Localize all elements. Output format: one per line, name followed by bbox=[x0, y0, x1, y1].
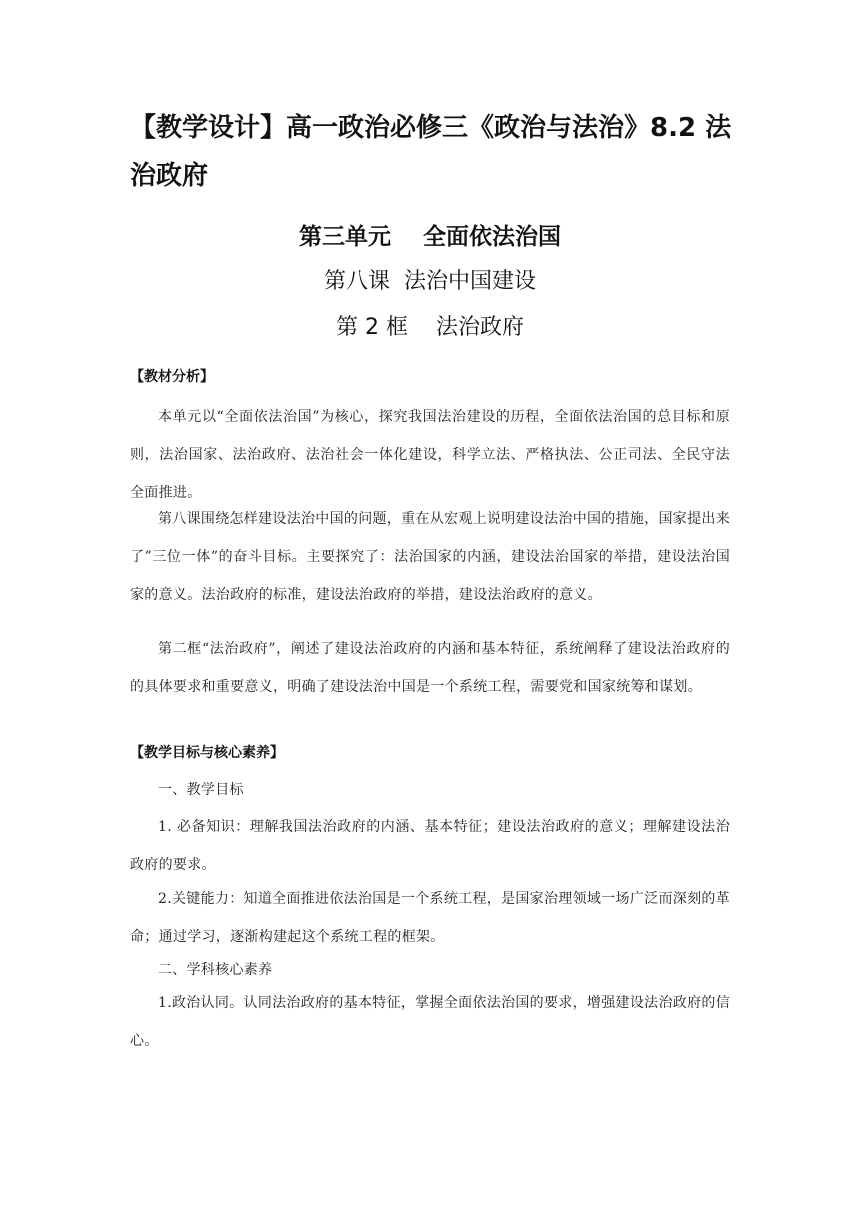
goal-subheading-1: 一、教学目标 bbox=[158, 782, 244, 798]
frame-heading: 第 2 框 法治政府 bbox=[336, 315, 524, 340]
unit-heading: 第三单元 全面依法治国 bbox=[298, 224, 562, 250]
goal-subheading-2: 二、学科核心素养 bbox=[158, 962, 273, 978]
material-paragraph-3: 第二框“法治政府”，阐述了建设法治政府的内涵和基本特征，系统阐释了建设法治政府的的具体要求和重要意义，明确了建设法治中国是一个系统工程，需要党和国家统筹和谋划。 bbox=[130, 641, 730, 695]
goal-paragraph-2: 2.关键能力：知道全面推进依法治国是一个系统工程，是国家治理领域一场广泛而深刻的革命；通过学习，逐渐构建起这个系统工程的框架。 bbox=[130, 891, 730, 945]
goal-paragraph-1: 1. 必备知识：理解我国法治政府的内涵、基本特征；建设法治政府的意义；理解建设法治政府的要求。 bbox=[130, 819, 730, 873]
section-heading-goals: 【教学目标与核心素养】 bbox=[130, 745, 284, 761]
material-paragraph-2: 第八课围绕怎样建设法治中国的问题，重在从宏观上说明建设法治中国的措施，国家提出来了”三位一体”的奋斗目标。主要探究了：法治国家的内涵，建设法治国家的举措，建设法治国家的意义。法治政府的标准，建设法治政府的举措，建设法治政府的意义。 bbox=[130, 511, 730, 603]
page-title: 【教学设计】高一政治必修三《政治与法治》8.2 法治政府 bbox=[130, 113, 732, 191]
lesson-heading: 第八课 法治中国建设 bbox=[324, 269, 536, 294]
material-paragraph-1: 本单元以“全面依法治国”为核心，探究我国法治建设的历程，全面依法治国的总目标和原则，法治国家、法治政府、法治社会一体化建设，科学立法、严格执法、公正司法、全民守法全面推进。 bbox=[130, 409, 730, 501]
goal-paragraph-3: 1.政治认同。认同法治政府的基本特征，掌握全面依法治国的要求，增强建设法治政府的信心。 bbox=[130, 995, 730, 1049]
section-heading-material: 【教材分析】 bbox=[130, 369, 214, 385]
